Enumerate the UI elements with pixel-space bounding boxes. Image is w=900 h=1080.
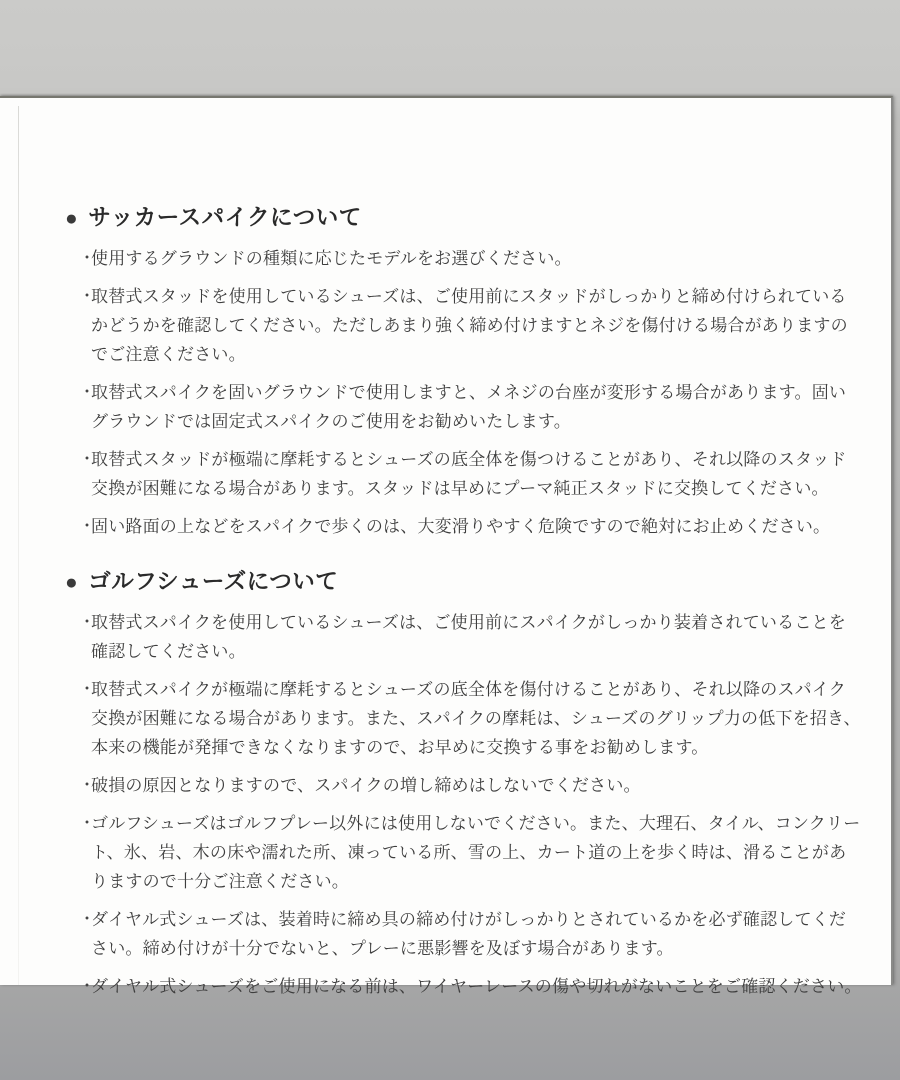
dot-bullet-icon: ・: [79, 518, 96, 535]
list-item: [79, 675, 865, 762]
section-title-text: サッカースパイクについて: [88, 205, 362, 230]
dot-bullet-icon: ・: [79, 288, 96, 305]
note-text: 取替式スパイクを固いグラウンドで使用しますと、メネジの台座が変形する場合があります。固いグラウンドでは固定式スパイクのご使用をお勧めいたします。: [91, 383, 847, 431]
dot-bullet-icon: ・: [79, 815, 96, 832]
list-item: [79, 378, 865, 436]
list-item: [79, 244, 865, 273]
dot-bullet-icon: ・: [79, 681, 96, 698]
note-text: 取替式スパイクが極端に摩耗するとシューズの底全体を傷付けることがあり、それ以降のスパイク交換が困難になる場合があります。また、スパイクの摩耗は、シューズのグリップ力の低下を招き、本来の機能が発揮できなくなりますので、お早めに交換する事をお勧めします。: [91, 680, 861, 757]
list-item: [79, 445, 865, 503]
leaflet-content: [65, 204, 865, 1010]
note-text: 取替式スタッドが極端に摩耗するとシューズの底全体を傷つけることがあり、それ以降のスタッド交換が困難になる場合があります。スタッドは早めにプーマ純正スタッドに交換してください。: [91, 450, 847, 498]
list-item: [79, 905, 865, 963]
dot-bullet-icon: ・: [79, 978, 96, 995]
list-item: [79, 972, 865, 1001]
dot-bullet-icon: ・: [79, 777, 96, 794]
soccer-spikes-notes-list: [79, 244, 865, 541]
section-title-golf-shoes: [65, 568, 865, 595]
dot-bullet-icon: ・: [79, 250, 96, 267]
dot-bullet-icon: ・: [79, 911, 96, 928]
dot-bullet-icon: ・: [79, 451, 96, 468]
filled-circle-bullet-icon: ●: [65, 207, 79, 230]
instruction-leaflet-page: [0, 96, 893, 996]
note-text: 取替式スタッドを使用しているシューズは、ご使用前にスタッドがしっかりと締め付けられているかどうかを確認してください。ただしあまり強く締め付けますとネジを傷付ける場合がありますのでご注意ください。: [91, 287, 848, 364]
dot-bullet-icon: ・: [79, 614, 96, 631]
note-text: 取替式スパイクを使用しているシューズは、ご使用前にスパイクがしっかり装着されていることを確認してください。: [91, 613, 846, 661]
note-text: ゴルフシューズはゴルフプレー以外には使用しないでください。また、大理石、タイル、コンクリート、氷、岩、木の床や濡れた所、凍っている所、雪の上、カート道の上を歩く時は、滑ることがありますので十分ご注意ください。: [91, 814, 861, 891]
list-item: [79, 809, 865, 896]
note-text: 固い路面の上などをスパイクで歩くのは、大変滑りやすく危険ですので絶対にお止めください。: [91, 517, 831, 536]
filled-circle-bullet-icon: ●: [65, 571, 79, 594]
note-text: 破損の原因となりますので、スパイクの増し締めはしないでください。: [91, 776, 641, 795]
section-title-text: ゴルフシューズについて: [88, 569, 339, 594]
list-item: [79, 608, 865, 666]
list-item: [79, 282, 865, 369]
page-fold-crease: [18, 106, 19, 985]
golf-shoes-notes-list: [79, 608, 865, 1001]
section-golf-shoes: [65, 568, 865, 1001]
dot-bullet-icon: ・: [79, 384, 96, 401]
list-item: [79, 771, 865, 800]
section-soccer-spikes: [65, 204, 865, 541]
list-item: [79, 512, 865, 541]
note-text: 使用するグラウンドの種類に応じたモデルをお選びください。: [91, 249, 572, 268]
note-text: ダイヤル式シューズをご使用になる前は、ワイヤーレースの傷や切れがないことをご確認ください。: [91, 977, 862, 996]
section-title-soccer-spikes: [65, 204, 865, 231]
note-text: ダイヤル式シューズは、装着時に締め具の締め付けがしっかりとされているかを必ず確認してください。締め付けが十分でないと、プレーに悪影響を及ぼす場合があります。: [91, 910, 847, 958]
